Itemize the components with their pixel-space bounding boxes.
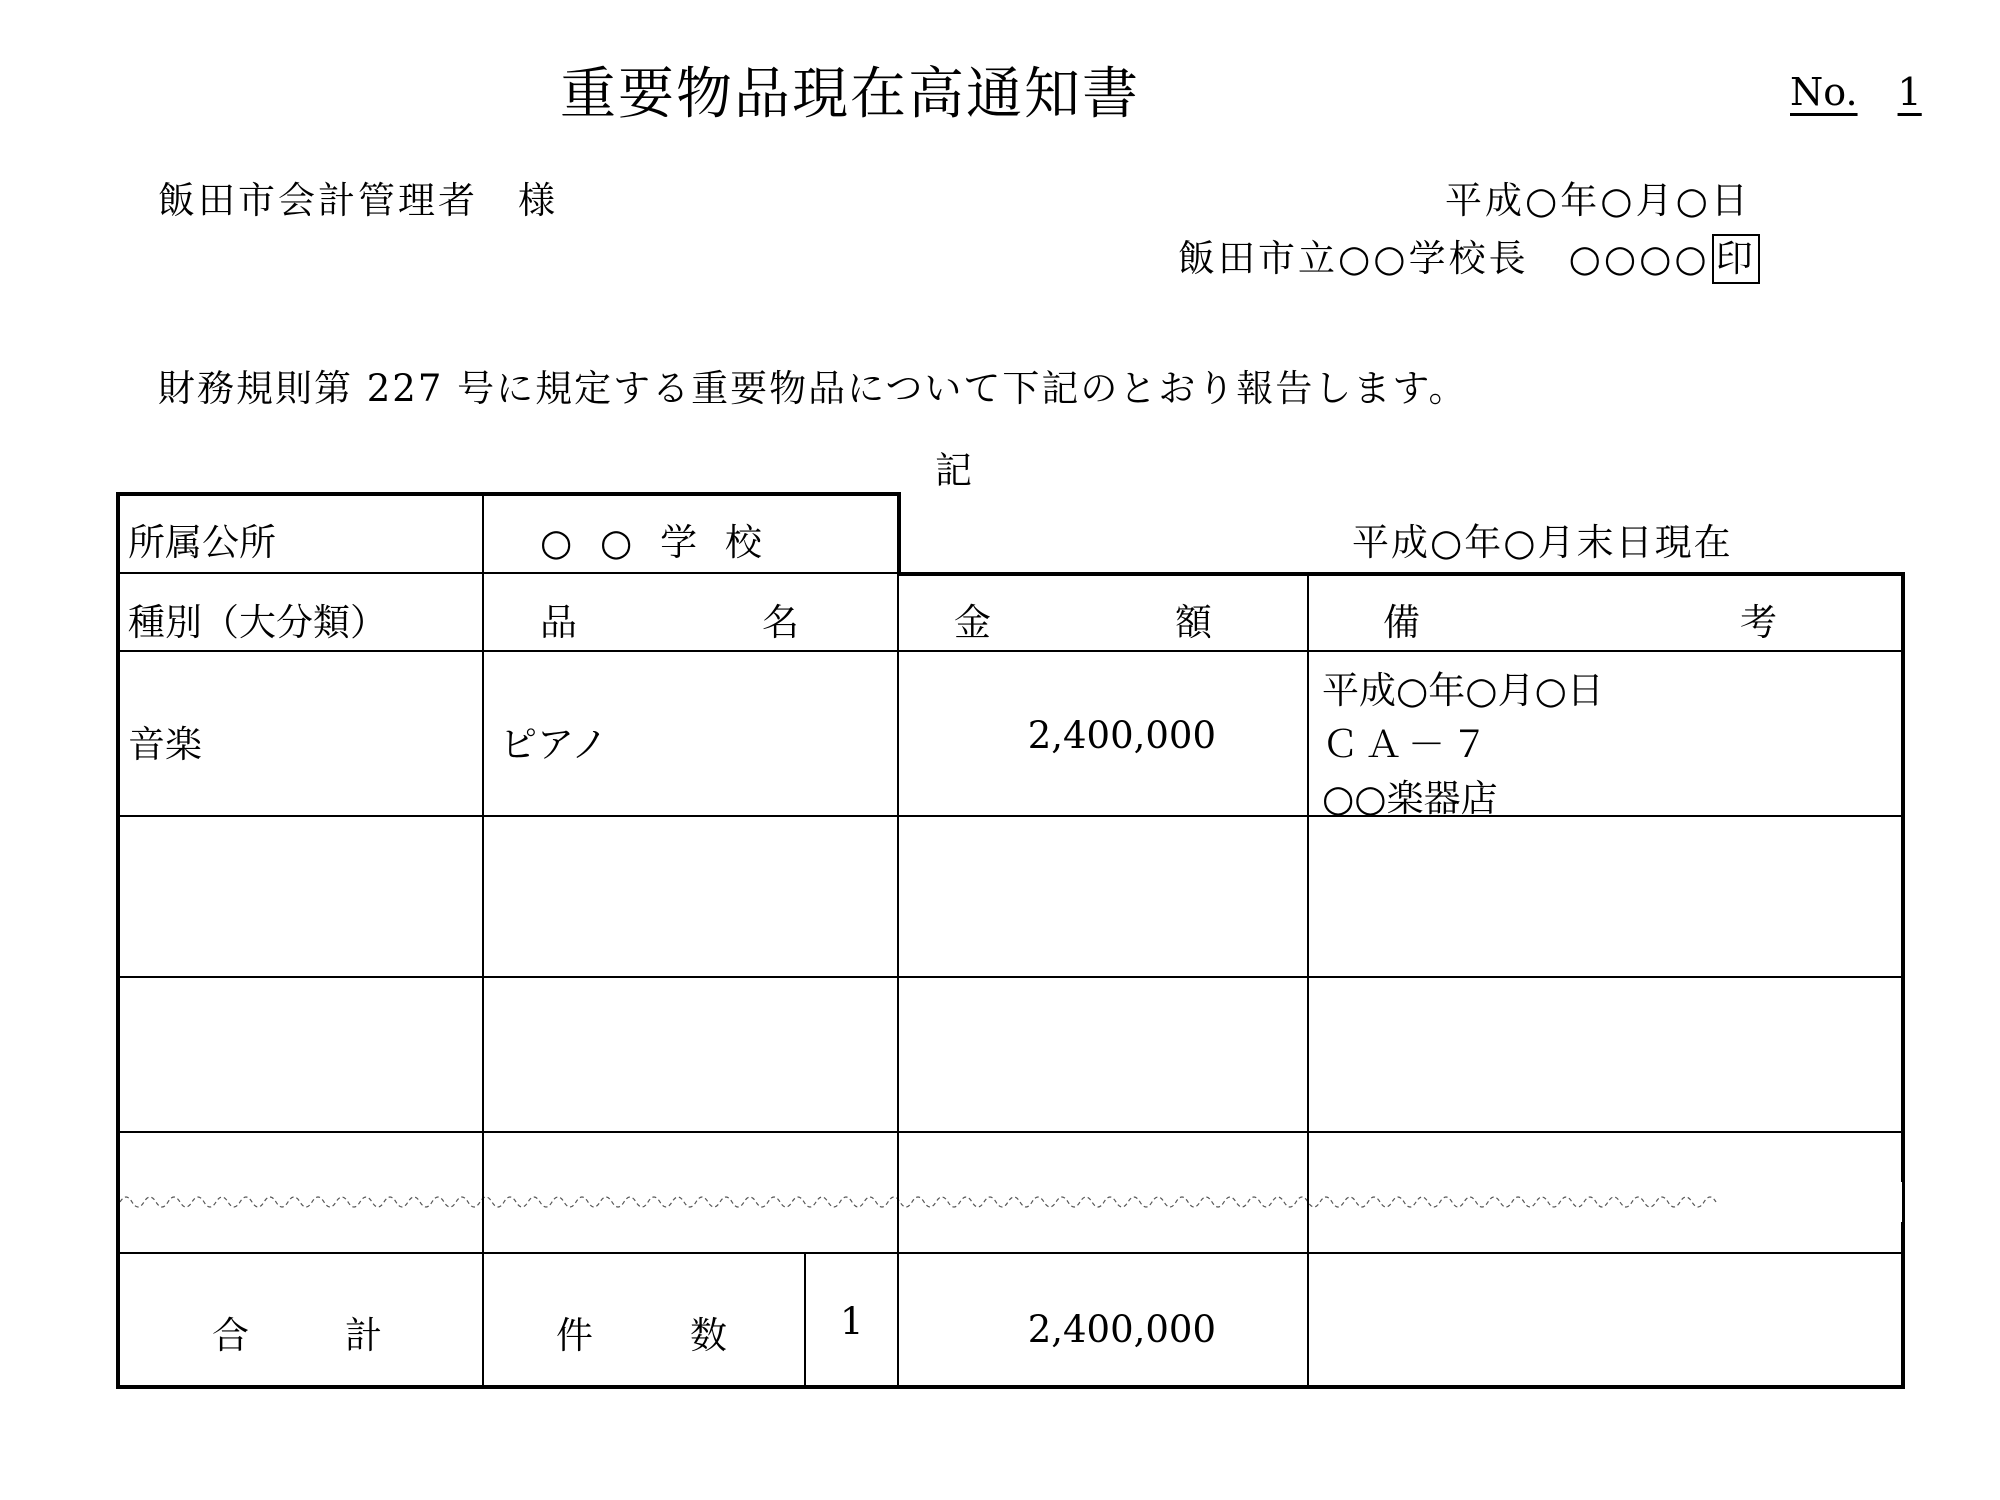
table-border-top-right	[897, 572, 1905, 576]
row-remarks-line: ＣＡ－７	[1322, 723, 1494, 766]
row-remarks-line: 平成○年○月○日	[1322, 669, 1604, 712]
column-line	[897, 1182, 899, 1222]
header-item-name-1: 品	[540, 601, 577, 644]
header-item-name-2: 名	[762, 601, 799, 644]
sender	[1178, 228, 1760, 287]
affiliation-label: 所属公所	[128, 521, 276, 564]
omission-break	[120, 1182, 1902, 1222]
omission-wave-icon	[120, 1182, 1902, 1222]
header-remarks-2: 考	[1740, 601, 1777, 644]
table-border-bottom	[116, 1385, 1905, 1389]
document-title: 重要物品現在高通知書	[560, 62, 1140, 127]
row-remarks-line: ○○楽器店	[1322, 777, 1498, 820]
total-label-1: 合	[212, 1314, 249, 1357]
table-border-top-left	[116, 492, 901, 496]
header-amount-1: 金	[954, 601, 991, 644]
row-line	[120, 1131, 1902, 1133]
row-line	[120, 976, 1902, 978]
column-line	[804, 1253, 806, 1386]
row-line	[120, 815, 1902, 817]
row-amount: 2,400,000	[1027, 714, 1216, 757]
sender-title: 飯田市立○○学校長	[1178, 237, 1529, 280]
row-line	[120, 1252, 1902, 1254]
count-label-2: 数	[690, 1314, 727, 1357]
as-of-date: 平成○年○月末日現在	[1352, 521, 1733, 564]
table-border-step	[897, 492, 901, 576]
count-value: 1	[840, 1300, 864, 1343]
sender-name: ○○○○	[1568, 237, 1710, 280]
row-line	[120, 572, 898, 574]
document-number-label: No.	[1790, 70, 1858, 114]
row-item-name: ピアノ	[500, 723, 609, 766]
column-line	[482, 1182, 484, 1222]
table-border-right	[1901, 572, 1905, 1389]
addressee-name: 飯田市会計管理者	[158, 179, 478, 222]
addressee	[158, 170, 558, 224]
issue-date: 平成○年○月○日	[1445, 179, 1751, 222]
addressee-suffix: 様	[518, 179, 558, 222]
count-label-1: 件	[556, 1314, 593, 1357]
column-line	[897, 574, 899, 1386]
table-border-left	[116, 492, 120, 1389]
document-number-value: 1	[1897, 70, 1922, 114]
total-amount: 2,400,000	[1027, 1308, 1216, 1351]
column-line	[1307, 1182, 1309, 1222]
row-line	[120, 650, 1902, 652]
header-remarks-1: 備	[1383, 601, 1420, 644]
header-amount-2: 額	[1175, 601, 1212, 644]
affiliation-value: ○ ○ 学 校	[540, 521, 770, 564]
seal-mark: 印	[1712, 234, 1760, 284]
column-line	[1307, 574, 1309, 1386]
statement-text: 財務規則第 227 号に規定する重要物品について下記のとおり報告します。	[158, 367, 1468, 410]
ki-heading: 記	[935, 449, 972, 492]
total-label-2: 計	[345, 1314, 382, 1357]
document-number	[1790, 70, 1922, 114]
column-line	[482, 494, 484, 1386]
row-category: 音楽	[128, 723, 202, 766]
header-category: 種別（大分類）	[128, 601, 387, 644]
